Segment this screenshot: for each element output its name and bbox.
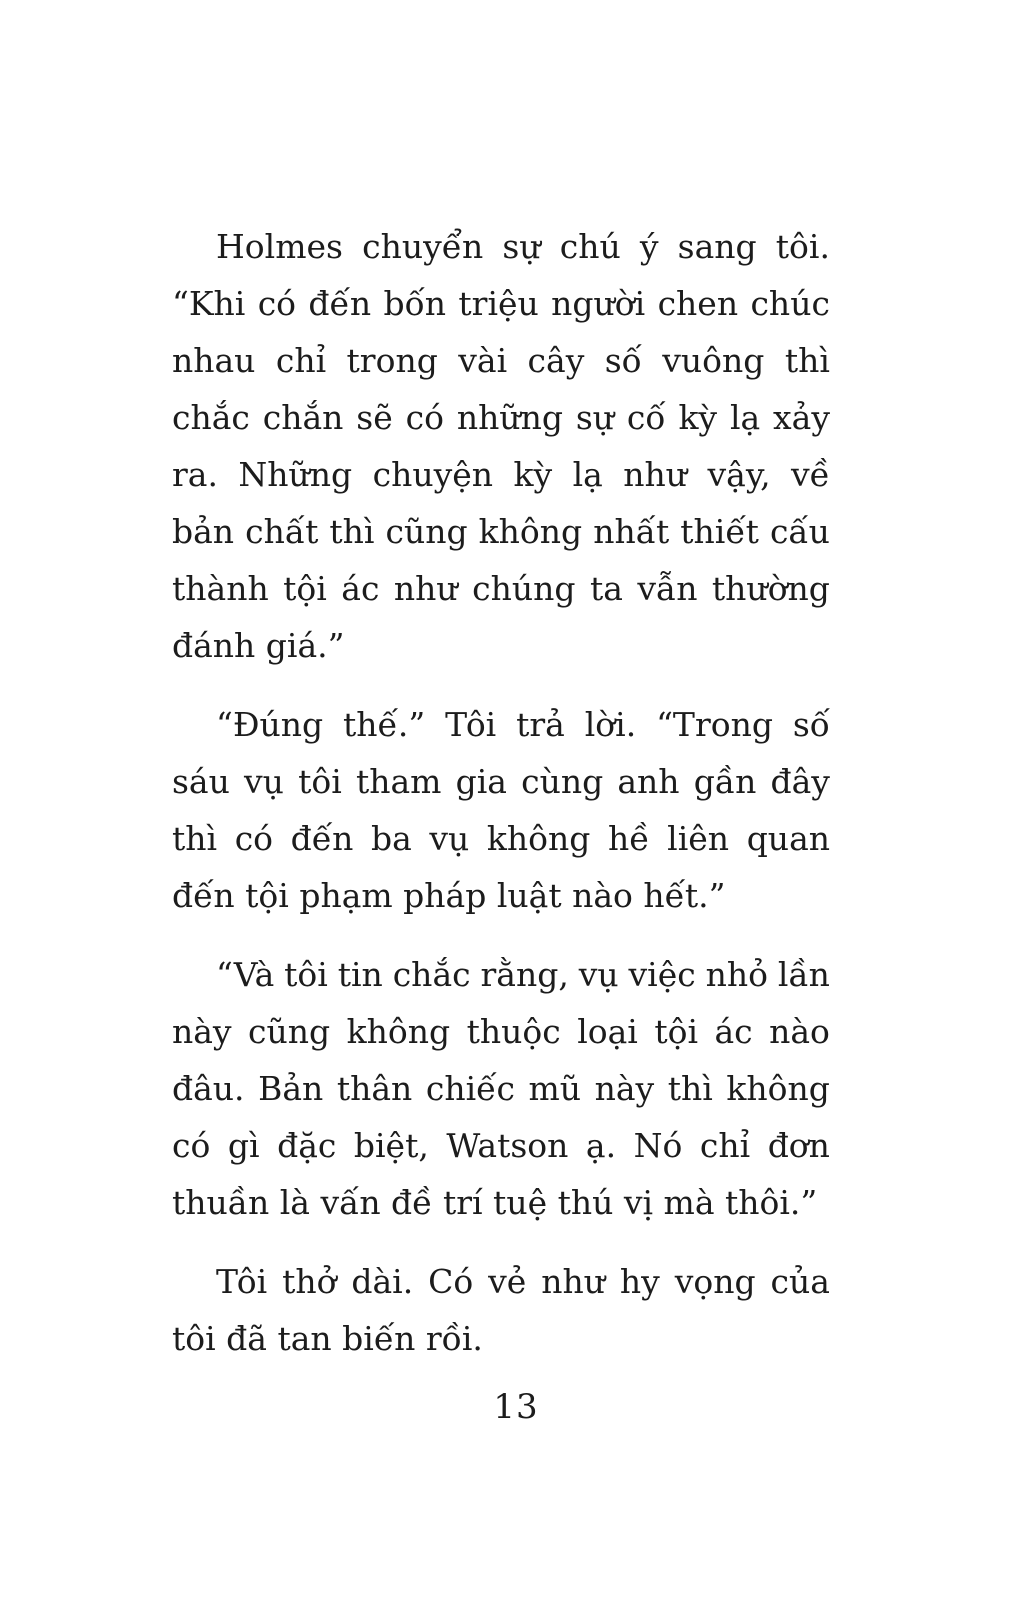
text-line: Holmes chuyển sự chú ý sang tôi. [216,227,830,266]
text-line: đâu. Bản thân chiếc mũ này thì không [172,1069,830,1108]
page-number: 13 [493,1387,539,1427]
body-text [172,218,830,1389]
text-line: có gì đặc biệt, Watson ạ. Nó chỉ đơn [172,1126,830,1165]
text-line: Tôi thở dài. Có vẻ như hy vọng của [216,1262,830,1301]
text-line: nhau chỉ trong vài cây số vuông thì [172,341,830,380]
paragraph-3 [172,946,830,1231]
text-line: bản chất thì cũng không nhất thiết cấu [172,512,830,551]
paragraph-2 [172,696,830,924]
text-line: đánh giá.” [172,626,345,665]
text-line: thuần là vấn đề trí tuệ thú vị mà thôi.” [172,1183,818,1222]
text-line: thành tội ác như chúng ta vẫn thường [172,569,830,608]
text-line: sáu vụ tôi tham gia cùng anh gần đây [172,762,830,801]
text-line: này cũng không thuộc loại tội ác nào [172,1012,830,1051]
paragraph-4 [172,1253,830,1367]
text-line: tôi đã tan biến rồi. [172,1319,483,1358]
text-line: “Và tôi tin chắc rằng, vụ việc nhỏ lần [216,955,830,994]
text-line: đến tội phạm pháp luật nào hết.” [172,876,726,915]
text-line: thì có đến ba vụ không hề liên quan [172,819,830,858]
paragraph-1 [172,218,830,674]
text-line: “Khi có đến bốn triệu người chen chúc [172,284,830,323]
text-line: chắc chắn sẽ có những sự cố kỳ lạ xảy [172,398,830,437]
text-line: “Đúng thế.” Tôi trả lời. “Trong số [216,705,830,744]
text-line: ra. Những chuyện kỳ lạ như vậy, về [172,455,830,494]
